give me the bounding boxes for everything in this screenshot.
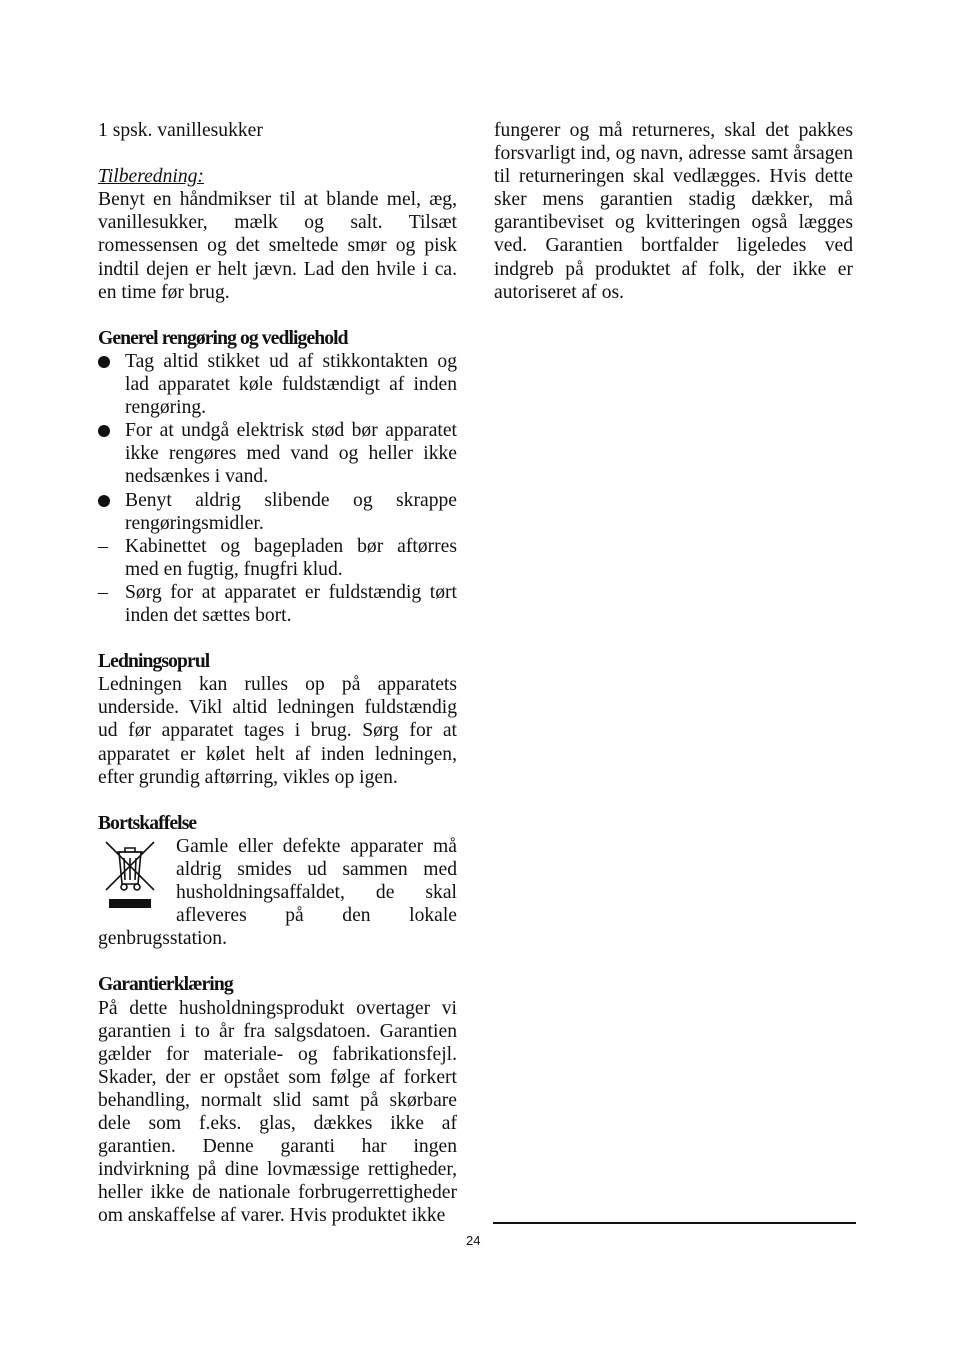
disposal-section: [98, 835, 457, 950]
list-item: [98, 535, 457, 581]
footer-rule: [493, 1222, 856, 1224]
left-column: [98, 119, 457, 1228]
list-item: [98, 419, 457, 488]
list-item: [98, 489, 457, 535]
preparation-text: Benyt en håndmikser til at blande mel, æg, vanillesukker, mælk og salt. Tilsæt romessensen og det smeltede smør og pisk indtil dejen er helt jævn. Lad den hvile i ca. en time før brug.: [98, 189, 457, 303]
warranty-continued-text: fungerer og må returneres, skal det pakkes forsvarligt ind, og navn, adresse samt årsagen til returneringen skal vedlægges. Hvis dette sker mens garantien stadig dækker, må garantibeviset og kvitteringen også lægges ved. Garantien bortfalder ligeledes ved indgreb på produktet af folk, der ikke er autoriseret af os.: [494, 120, 853, 303]
warranty-heading: Garantierklæring: [98, 974, 233, 996]
disposal-text: Gamle eller defekte apparater må aldrig smides ud sammen med husholdningsaffaldet, de skal afleveres på den lokale genbrugsstation.: [98, 835, 457, 950]
list-item-text: For at undgå elektrisk stød bør apparatet ikke rengøres med vand og heller ikke nedsænkes i vand.: [125, 420, 457, 488]
warranty-text: På dette husholdningsprodukt overtager vi garantien i to år fra salgsdatoen. Garantien gælder for materiale- og fabrikationsfejl. Skader, der er opstået som følge af forkert behandling, normalt slid samt på skørbare dele som f.eks. glas, dækkes ikke af garantien. Denne garanti har ingen indvirkning på dine lovmæssige rettigheder, heller ikke de nationale forbrugerrettigheder om anskaffelse af varer. Hvis produktet ikke: [98, 997, 457, 1227]
bullet-icon: [98, 419, 118, 443]
list-item-text: Sørg for at apparatet er fuldstændig tørt inden det sættes bort.: [125, 581, 457, 626]
dash-icon: –: [98, 581, 108, 603]
list-item: [98, 581, 457, 627]
cleaning-list: [98, 350, 457, 627]
dash-icon: –: [98, 535, 108, 557]
crossed-out-wheelie-bin-icon: [102, 838, 162, 916]
disposal-heading: Bortskaffelse: [98, 812, 197, 834]
list-item: [98, 350, 457, 419]
list-item-text: Benyt aldrig slibende og skrappe rengøringsmidler.: [125, 489, 457, 534]
cord-text: Ledningen kan rulles op på apparatets underside. Vikl altid ledningen fuldstændig ud før apparatet tages i brug. Sørg for at apparatet er kølet helt af inden ledningen, efter grundig aftørring, vikles op igen.: [98, 674, 457, 788]
bullet-icon: [98, 350, 118, 374]
preparation-heading: Tilberedning:: [98, 166, 204, 188]
right-column: [494, 119, 853, 304]
cord-heading: Ledningsoprul: [98, 651, 210, 673]
list-item-text: Tag altid stikket ud af stikkontakten og lad apparatet køle fuldstændigt af inden rengøring.: [125, 350, 457, 419]
page-number: 24: [466, 1233, 481, 1248]
cleaning-heading: Generel rengøring og vedligehold: [98, 327, 348, 349]
bullet-icon: [98, 489, 118, 513]
list-item-text: Kabinettet og bagepladen bør aftørres med en fugtig, fnugfri klud.: [125, 535, 457, 580]
ingredient-line: 1 spsk. vanillesukker: [98, 120, 263, 141]
